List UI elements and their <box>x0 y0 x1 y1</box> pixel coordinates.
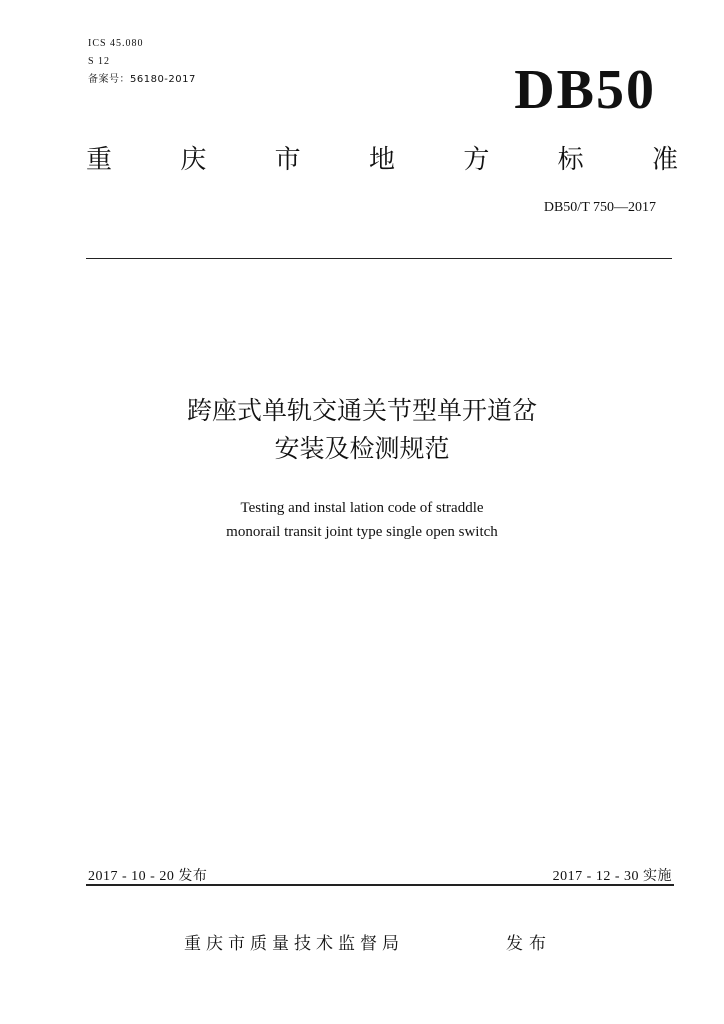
implementation-date-suffix: 实施 <box>643 868 672 884</box>
english-title-line-2: monorail transit joint type single open switch <box>226 524 498 540</box>
chinese-title-line-2: 安装及检测规范 <box>274 434 450 463</box>
ics-code: ICS 45.080 <box>88 38 144 49</box>
bottom-divider <box>86 884 674 886</box>
standard-type-char: 地 <box>368 145 395 175</box>
standard-type-char: 市 <box>274 145 301 175</box>
record-number: 备案号：56180-2017 <box>88 74 196 85</box>
issue-date-suffix: 发布 <box>178 868 208 884</box>
standard-classification: S 12 <box>88 56 111 67</box>
top-divider <box>86 258 672 259</box>
chinese-title <box>0 392 724 468</box>
standard-type-heading <box>86 140 678 180</box>
standard-number: DB50/T 750—2017 <box>543 200 656 215</box>
issuing-authority: 重庆市质量技术监督局 <box>184 934 404 954</box>
standard-type-char: 重 <box>86 145 113 175</box>
standard-type-char: 庆 <box>180 145 207 175</box>
english-title <box>0 496 724 544</box>
standard-type-char: 方 <box>463 145 490 175</box>
standard-type-char: 准 <box>651 145 678 175</box>
chinese-title-line-1: 跨座式单轨交通关节型单开道岔 <box>186 396 537 425</box>
issue-label: 发布 <box>506 934 552 954</box>
implementation-date-value: 2017 - 12 - 30 <box>552 869 639 884</box>
standard-type-char: 标 <box>557 145 584 175</box>
db50-logo: DB50 <box>514 59 656 121</box>
issue-date-value: 2017 - 10 - 20 <box>88 869 175 884</box>
english-title-line-1: Testing and instal lation code of straddle <box>240 500 484 516</box>
